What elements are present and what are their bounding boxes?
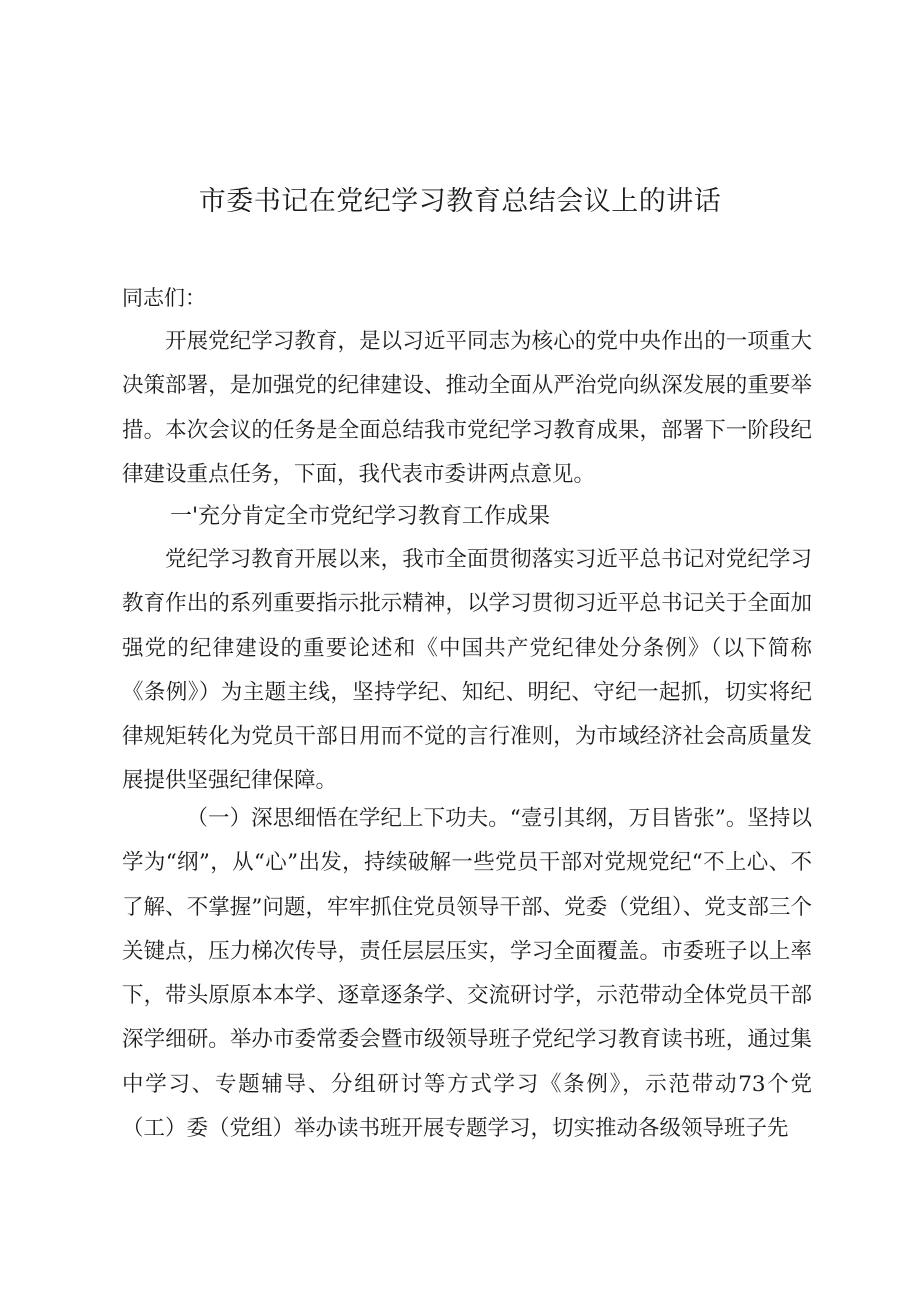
section-paragraph: 党纪学习教育开展以来，我市全面贯彻落实习近平总书记对党纪学习教育作出的系列重要指示批示精神，以学习贯彻习近平总书记关于全面加强党的纪律建设的重要论述和《中国共产党纪律处分条例》（以下简称《条例》）为主题主线，坚持学纪、知纪、明纪、守纪一起抓，切实将纪律规矩转化为党员干部日用而不觉的言行准则，为市域经济社会高质量发展提供坚强纪律保障。 [122,547,812,794]
subsection-paragraph: （一）深思细悟在学纪上下功夫。“壹引其纲，万目皆张”。坚持以学为“纲”，从“心”出发，持续破解一些党员干部对党规党纪“不上心、不了解、不掌握”问题，牢牢抓住党员领导干部、党委（党组）、党支部三个关键点，压力梯次传导，责任层层压实，学习全面覆盖。市委班子以上率下，带头原原本本学、逐章逐条学、交流研讨学，示范带动全体党员干部深学细研。举办市委常委会暨市级领导班子党纪学习教育读书班，通过集中学习、专题辅导、分组研讨等方式学习《条例》，示范带动73个党（工）委（党组）举办读书班开展专题学习，切实推动各级领导班子先 [122,806,812,1142]
document-title: 市委书记在党纪学习教育总结会议上的讲话 [198,186,722,217]
salutation: 同志们： [122,286,206,310]
intro-paragraph: 开展党纪学习教育，是以习近平同志为核心的党中央作出的一项重大决策部署，是加强党的纪律建设、推动全面从严治党向纵深发展的重要举措。本次会议的任务是全面总结我市党纪学习教育成果，部署下一阶段纪律建设重点任务，下面，我代表市委讲两点意见。 [122,329,812,487]
section-heading: 一'充分肯定全市党纪学习教育工作成果 [170,504,551,529]
